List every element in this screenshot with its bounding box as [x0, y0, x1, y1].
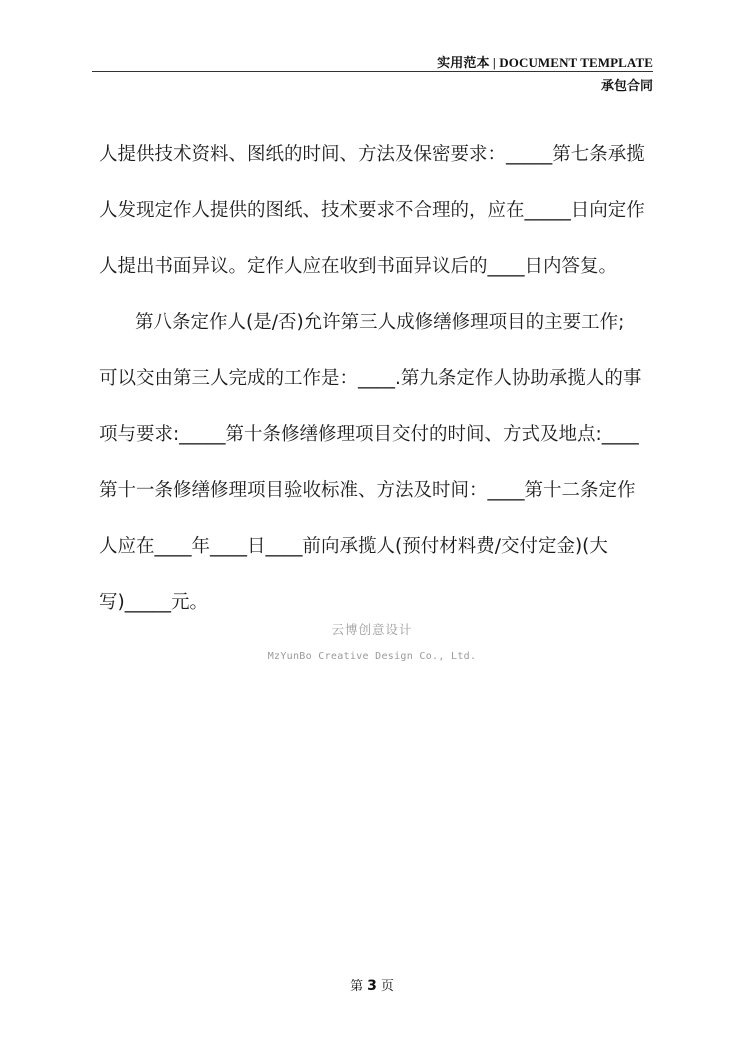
body-line: 项与要求:_____第十条修缮修理项目交付的时间、方式及地点:____ [99, 424, 639, 445]
contract-body [99, 127, 659, 631]
body-line: 第十一条修缮修理项目验收标准、方法及时间：____第十二条定作 [99, 480, 636, 501]
page-number [0, 975, 744, 994]
page-number-prefix: 第 [350, 979, 364, 994]
footer-company-cn: 云博创意设计 [331, 622, 413, 637]
body-line: 人应在____年____日____前向承揽人(预付材料费/交付定金)(大 [99, 536, 608, 557]
body-line: 人提供技术资料、图纸的时间、方法及保密要求：_____第七条承揽 [99, 144, 645, 165]
header-brand [437, 52, 653, 71]
body-line: 可以交由第三人完成的工作是：____.第九条定作人协助承揽人的事 [99, 368, 642, 389]
header-doc-title: 承包合同 [600, 79, 653, 94]
page-number-suffix: 页 [380, 979, 394, 994]
header-separator: | [489, 55, 500, 70]
page-number-value: 3 [367, 978, 377, 994]
body-line: 写)_____元。 [99, 592, 208, 613]
header-brand-en: DOCUMENT TEMPLATE [499, 55, 653, 70]
header-divider [92, 71, 653, 72]
header-brand-cn: 实用范本 [437, 56, 490, 71]
page-header [92, 50, 653, 94]
footer-company-en: MzYunBo Creative Design Co., Ltd. [267, 651, 477, 662]
body-line: 人发现定作人提供的图纸、技术要求不合理的，应在_____日向定作 [99, 200, 645, 221]
body-line-paragraph-start: 第八条定作人(是/否)允许第三人成修缮修理项目的主要工作; [135, 312, 625, 333]
body-line: 人提出书面异议。定作人应在收到书面异议后的____日内答复。 [99, 256, 618, 277]
